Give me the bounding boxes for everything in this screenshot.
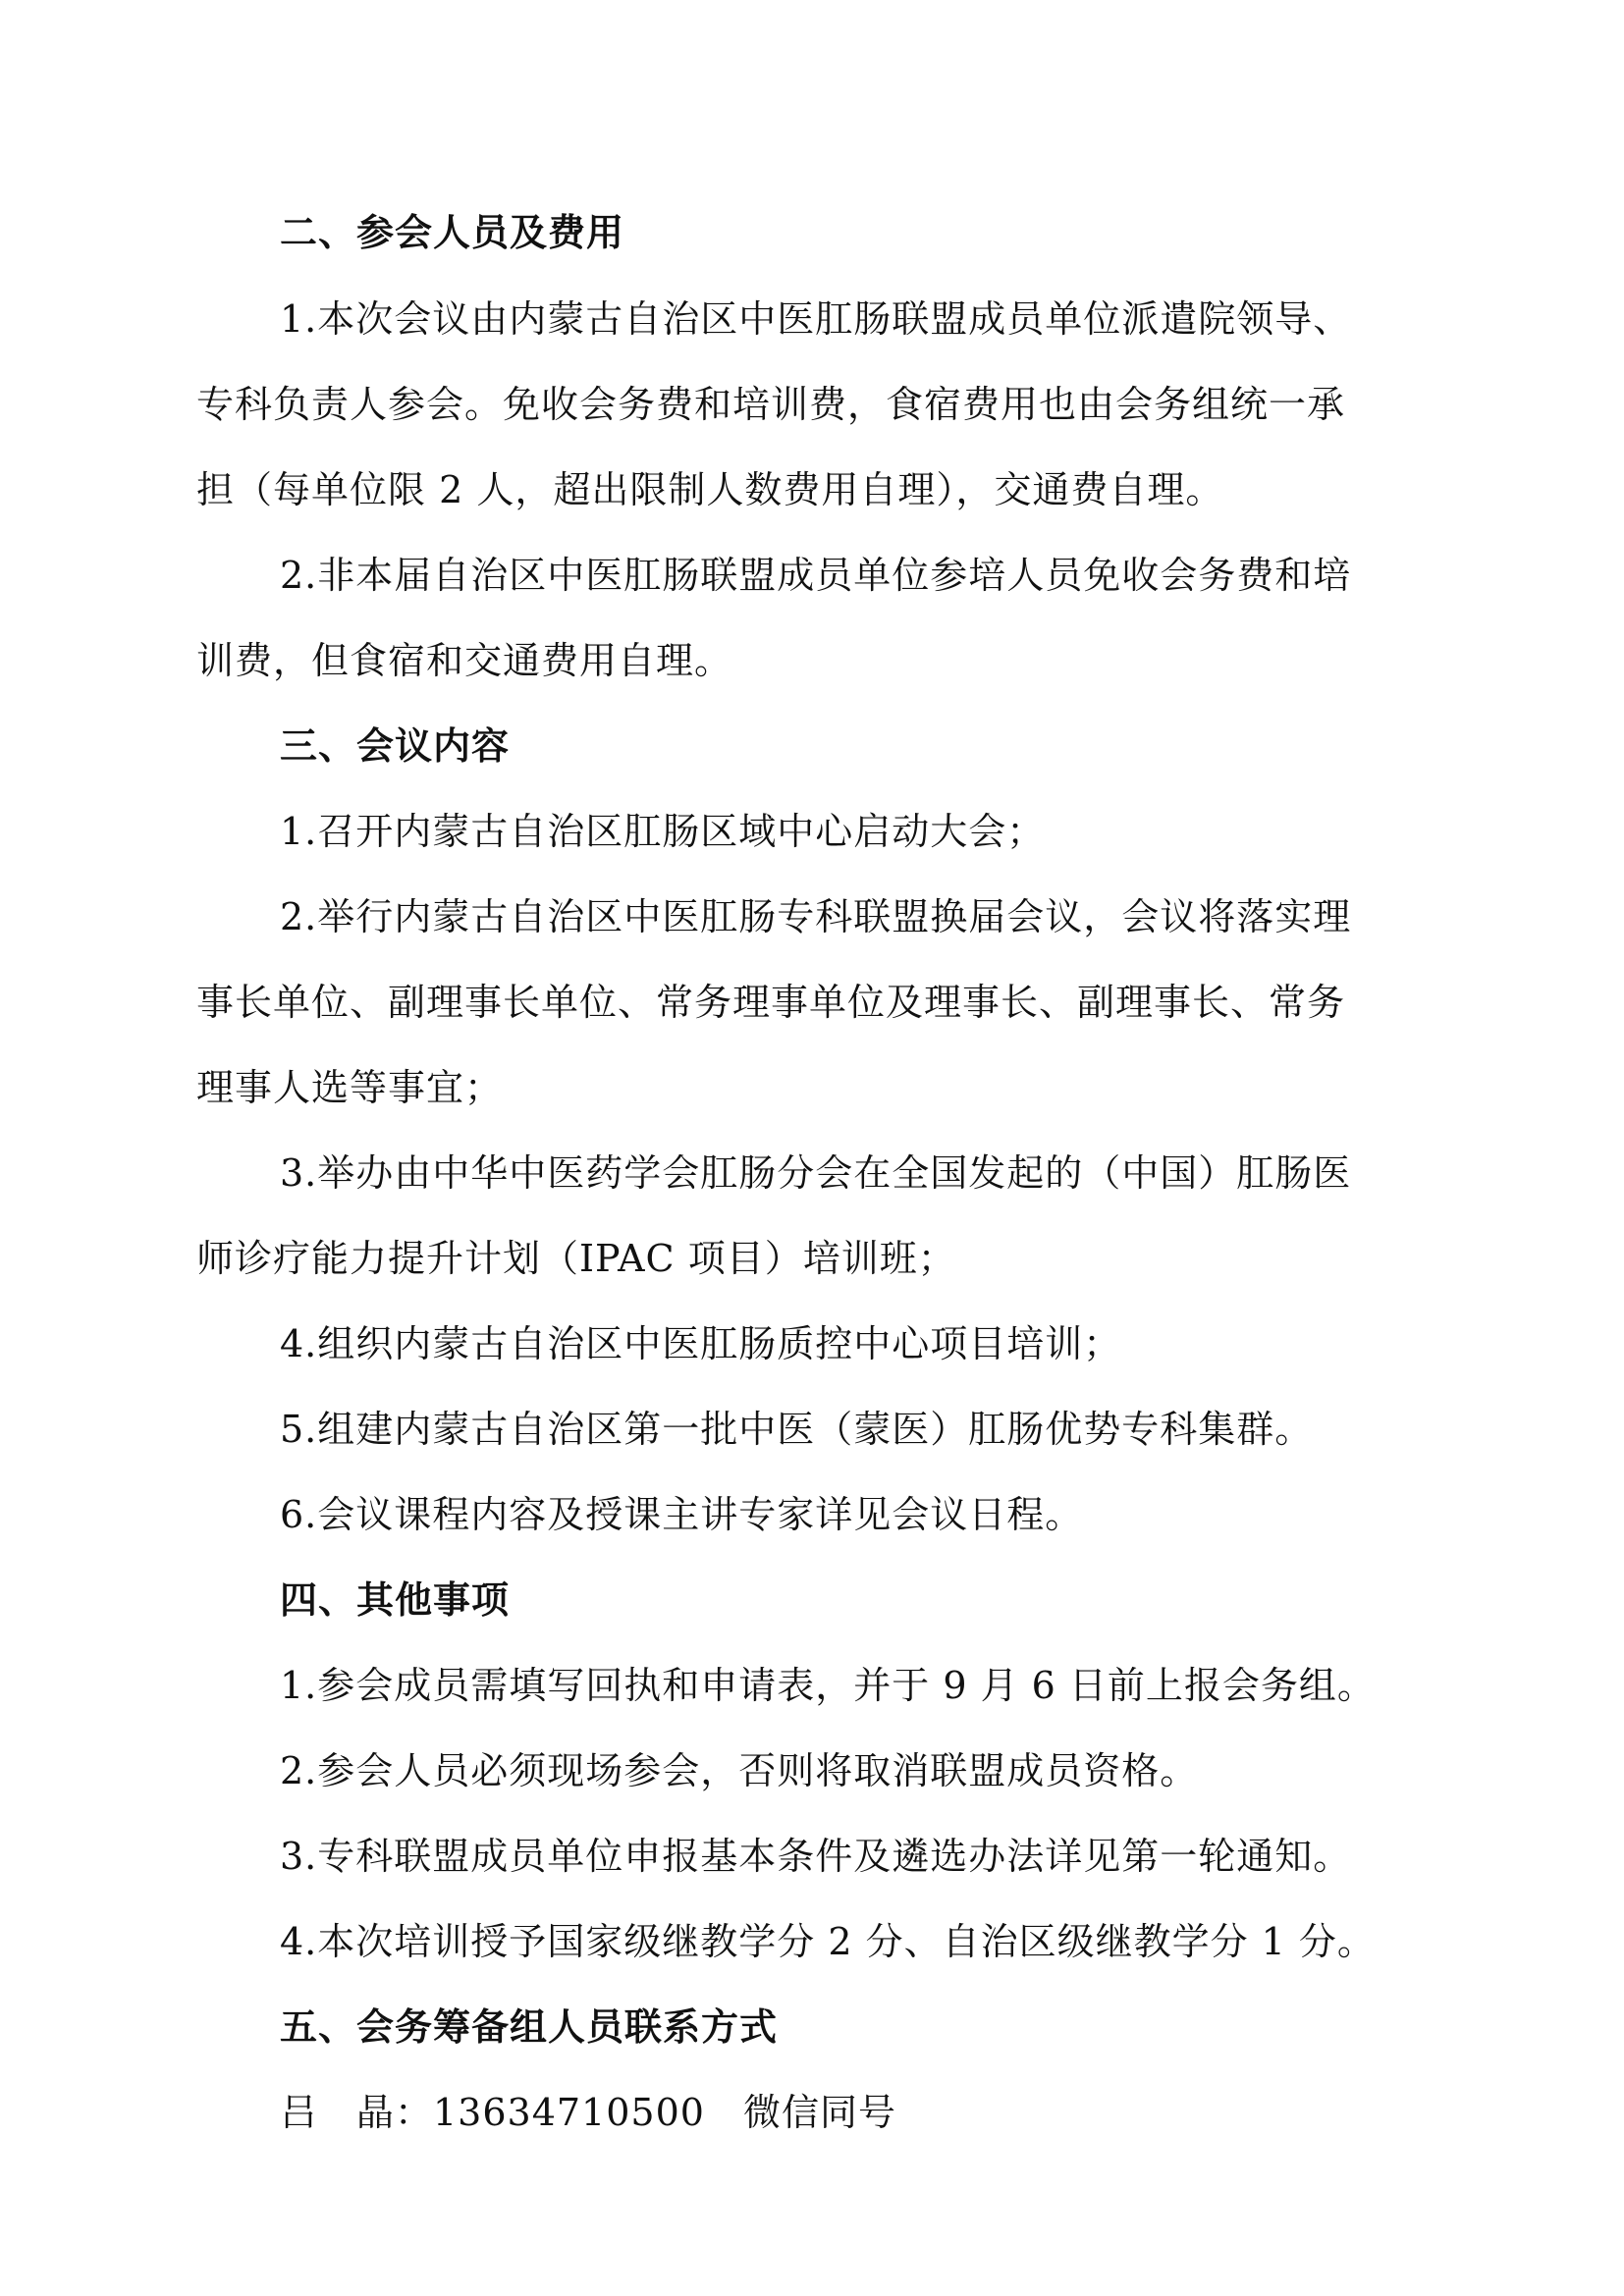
paragraph-line: 3.专科联盟成员单位申报基本条件及遴选办法详见第一轮通知。: [280, 1835, 1352, 1878]
section-heading-2: 二、参会人员及费用: [280, 211, 625, 254]
paragraph-line: 专科负责人参会。免收会务费和培训费，食宿费用也由会务组统一承: [196, 383, 1346, 426]
paragraph-line: 3.举办由中华中医药学会肛肠分会在全国发起的（中国）肛肠医: [280, 1151, 1352, 1195]
paragraph-line: 6.会议课程内容及授课主讲专家详见会议日程。: [280, 1493, 1084, 1536]
paragraph-line: 担（每单位限 2 人，超出限制人数费用自理），交通费自理。: [196, 468, 1224, 511]
paragraph-line: 1.本次会议由内蒙古自治区中医肛肠联盟成员单位派遣院领导、: [280, 297, 1352, 341]
paragraph-line: 1.召开内蒙古自治区肛肠区域中心启动大会；: [280, 810, 1046, 853]
paragraph-line: 4.组织内蒙古自治区中医肛肠质控中心项目培训；: [280, 1322, 1122, 1365]
contact-line: 吕 晶：13634710500 微信同号: [280, 2091, 896, 2134]
paragraph-line: 2.举行内蒙古自治区中医肛肠专科联盟换届会议，会议将落实理: [280, 895, 1352, 938]
section-heading-4: 四、其他事项: [280, 1578, 511, 1622]
paragraph-line: 师诊疗能力提升计划（IPAC 项目）培训班；: [196, 1237, 956, 1280]
paragraph-line: 训费，但食宿和交通费用自理。: [196, 639, 733, 682]
paragraph-line: 2.参会人员必须现场参会，否则将取消联盟成员资格。: [280, 1749, 1199, 1792]
section-heading-5: 五、会务筹备组人员联系方式: [280, 2005, 779, 2049]
paragraph-line: 1.参会成员需填写回执和申请表，并于 9 月 6 日前上报会务组。: [280, 1664, 1376, 1707]
paragraph-line: 理事人选等事宜；: [196, 1066, 504, 1109]
paragraph-line: 2.非本届自治区中医肛肠联盟成员单位参培人员免收会务费和培: [280, 554, 1352, 597]
paragraph-line: 事长单位、副理事长单位、常务理事单位及理事长、副理事长、常务: [196, 981, 1346, 1024]
paragraph-line: 4.本次培训授予国家级继教学分 2 分、自治区级继教学分 1 分。: [280, 1920, 1376, 1963]
paragraph-line: 5.组建内蒙古自治区第一批中医（蒙医）肛肠优势专科集群。: [280, 1408, 1314, 1451]
section-heading-3: 三、会议内容: [280, 724, 511, 768]
